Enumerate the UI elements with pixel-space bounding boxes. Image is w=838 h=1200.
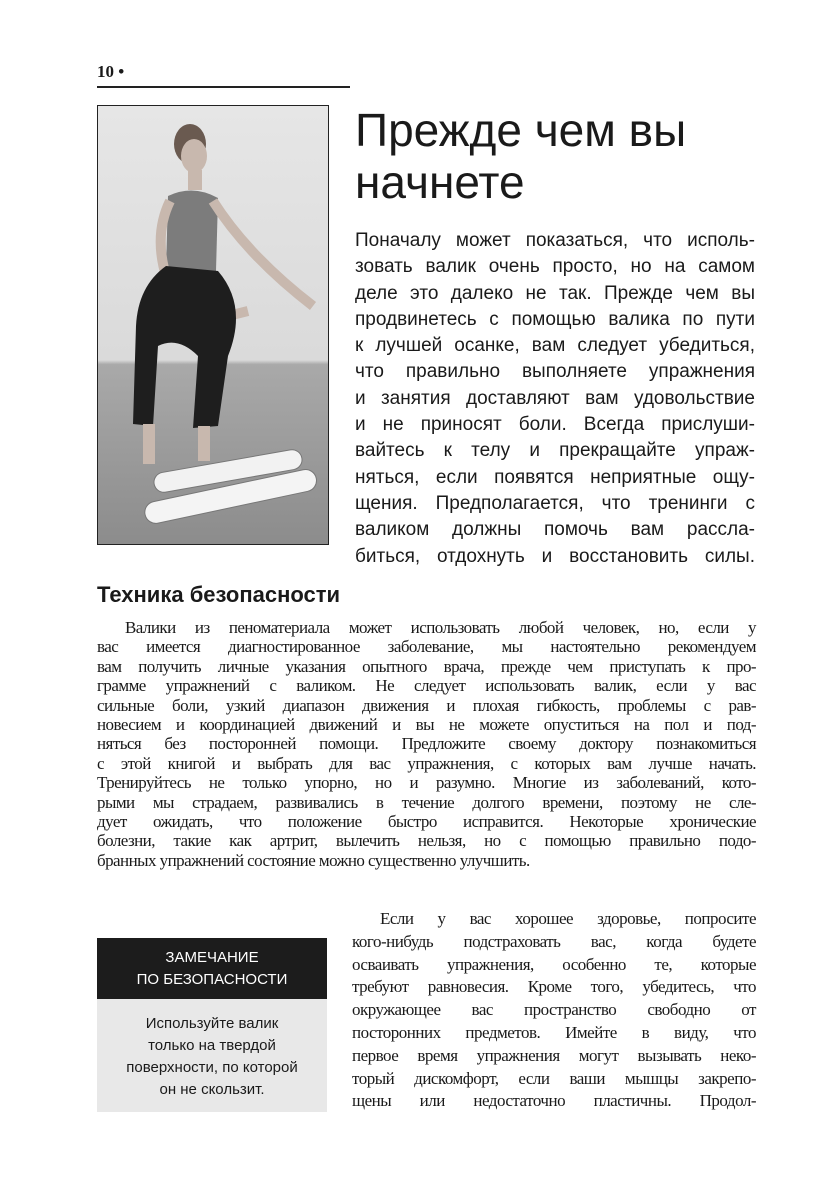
text-line: вам получить личные указания опытного врача, прежде чем приступать к про- xyxy=(97,656,756,676)
text-line: новесием и координацией движений и вы не можете опуститься на пол и под- xyxy=(97,715,756,735)
photo-illustration xyxy=(98,106,329,545)
safety-paragraph xyxy=(97,618,756,870)
text-line: щены или недостаточно пластичны. Продол- xyxy=(352,1091,756,1111)
text-line: и не приносят боли. Всегда прислуши- xyxy=(355,414,755,436)
text-line: с этой книгой и выбрать для вас упражнения, с которых вам лучше начать. xyxy=(97,753,756,773)
note-heading-line: ЗАМЕЧАНИЕ xyxy=(165,949,259,966)
note-text-line: поверхности, по которой xyxy=(126,1059,298,1076)
text-line: осваивать упражнения, особенно те, которые xyxy=(352,954,756,974)
text-line: вас имеется диагностированное заболевание, мы настоятельно рекомендуем xyxy=(97,637,756,657)
section-heading: Техника безопасности xyxy=(97,582,341,607)
text-line: требуют равновесия. Кроме того, убедитесь, что xyxy=(352,977,756,997)
page-title xyxy=(355,104,686,208)
photo-woman-balancing-on-foam-rollers xyxy=(97,105,329,545)
text-line: посторонних предметов. Имейте в виду, что xyxy=(352,1022,756,1042)
text-line: деле это далеко не так. Прежде чем вы xyxy=(355,282,755,304)
text-line: сильные боли, узкий диапазон движения и плохая гибкость, проблемы с рав- xyxy=(97,695,756,715)
text-line: Если у вас хорошее здоровье, попросите xyxy=(380,909,756,928)
text-line: болезни, такие как артрит, вылечить нельзя, но с помощью правильно подо- xyxy=(97,831,756,851)
note-body xyxy=(97,999,327,1112)
note-text-line: Используйте валик xyxy=(145,1015,279,1032)
header-rule xyxy=(97,86,350,88)
text-line: окружающее вас пространство свободно от xyxy=(352,1000,756,1020)
text-line: щения. Предполагается, что тренинги с xyxy=(355,492,755,514)
health-paragraph xyxy=(352,908,756,1113)
text-line: рыми мы страдаем, развивались в течение долгого времени, поэтому не сле- xyxy=(97,792,756,812)
text-line: Поначалу может показаться, что исполь- xyxy=(355,230,755,251)
text-line: Тренируйтесь не только упорно, но и разумно. Многие из заболеваний, кото- xyxy=(97,773,756,793)
text-line: продвинетесь с помощью валика по пути xyxy=(355,308,755,330)
text-line: дует ожидать, что положение быстро исправится. Некоторые хронические xyxy=(97,812,756,832)
text-line: Валики из пеноматериала может использовать любой человек, но, если у xyxy=(125,618,756,637)
note-heading-line: ПО БЕЗОПАСНОСТИ xyxy=(136,971,288,988)
text-line: няться без посторонней помощи. Предложите своему доктору познакомиться xyxy=(97,734,756,754)
text-line: грамме упражнений с валиком. Не следует использовать валик, если у вас xyxy=(97,676,756,696)
intro-paragraph xyxy=(355,228,755,570)
note-heading xyxy=(97,938,327,999)
text-line: бранных упражнений состояние можно существенно улучшить. xyxy=(97,850,530,870)
text-line: первое время упражнения могут вызывать неко- xyxy=(352,1045,756,1065)
text-line: вайтесь к телу и прекращайте упраж- xyxy=(355,440,755,462)
text-line: валиком должны помочь вам расслa- xyxy=(355,519,755,541)
text-line: и занятия доставляют вам удовольствие xyxy=(355,387,755,409)
text-line: кого-нибудь подстраховать вас, когда будете xyxy=(352,931,756,951)
text-line: торый дискомфорт, если ваши мышцы закрепо- xyxy=(352,1068,756,1088)
text-line: что правильно выполняете упражнения xyxy=(355,361,755,383)
text-line: няться, если появятся неприятные ощу- xyxy=(355,466,755,488)
safety-note-box xyxy=(97,938,327,1112)
title-line: Прежде чем вы xyxy=(355,104,687,156)
title-line: начнете xyxy=(355,156,525,208)
page-number: 10 • xyxy=(97,62,125,81)
text-line: зовать валик очень просто, но на самом xyxy=(355,256,755,278)
note-text-line: только на твердой xyxy=(148,1037,276,1054)
text-line: к лучшей осанке, вам следует убедиться, xyxy=(355,335,755,357)
note-text-line: он не скользит. xyxy=(159,1081,265,1098)
text-line: биться, отдохнуть и восстановить силы. xyxy=(355,545,755,567)
